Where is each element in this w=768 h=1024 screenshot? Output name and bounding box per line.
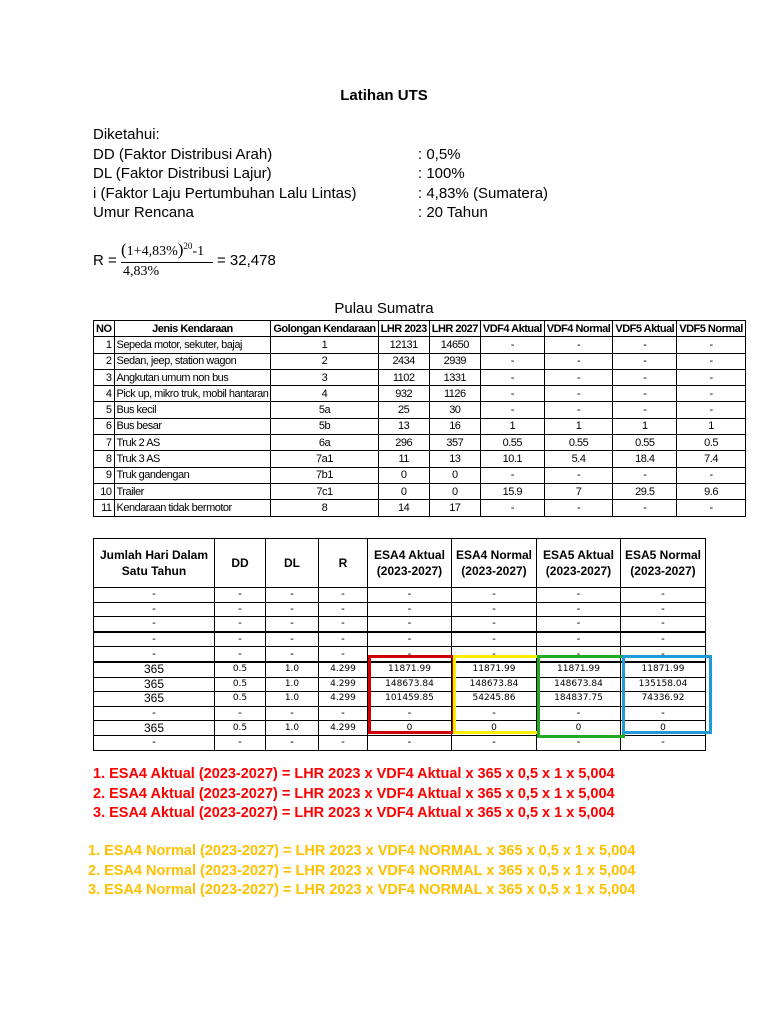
- table-cell: 4.299: [319, 692, 368, 707]
- table-cell: 9.6: [677, 483, 746, 499]
- table-cell: -: [613, 386, 677, 402]
- table-cell: -: [368, 602, 452, 617]
- table-cell: 6: [94, 418, 115, 434]
- table-cell: 932: [378, 386, 429, 402]
- table-cell: 11871.99: [452, 662, 537, 677]
- table-cell: -: [215, 602, 266, 617]
- known-label: DD (Faktor Distribusi Arah): [93, 145, 273, 163]
- table-row: [94, 369, 746, 385]
- table-cell: 4: [271, 386, 378, 402]
- table-row: [94, 721, 706, 736]
- table-row: [94, 662, 706, 677]
- table-cell: 5a: [271, 402, 378, 418]
- known-label: Umur Rencana: [93, 204, 194, 221]
- table-cell: 8: [94, 451, 115, 467]
- table-cell: 135158.04: [621, 677, 706, 692]
- known-label: i (Faktor Laju Pertumbuhan Lalu Lintas): [93, 184, 357, 202]
- table-cell: 16: [429, 418, 480, 434]
- table-cell: -: [94, 632, 215, 647]
- header-cell: ESA5 Normal (2023-2027): [621, 539, 706, 588]
- table-cell: 0.5: [215, 692, 266, 707]
- header-cell: ESA4 Normal (2023-2027): [452, 539, 537, 588]
- table-cell: 7c1: [271, 483, 378, 499]
- table-cell: 1.0: [266, 662, 319, 677]
- table-cell: 11: [94, 500, 115, 516]
- table-cell: 0.55: [544, 435, 613, 451]
- table-cell: 10: [94, 483, 115, 499]
- table-cell: Pick up, mikro truk, mobil hantaran: [114, 386, 271, 402]
- table-cell: -: [544, 500, 613, 516]
- table-cell: 1331: [429, 369, 480, 385]
- table-cell: -: [537, 632, 621, 647]
- table-cell: -: [537, 735, 621, 750]
- formula-tail: -1: [192, 244, 205, 259]
- header-cell: ESA5 Aktual (2023-2027): [537, 539, 621, 588]
- table-cell: 7.4: [677, 451, 746, 467]
- table-row: [94, 706, 706, 721]
- table-cell: 7: [544, 483, 613, 499]
- table-cell: 0: [368, 721, 452, 736]
- header-cell: LHR 2027: [429, 321, 480, 337]
- table-cell: -: [452, 735, 537, 750]
- table-cell: -: [266, 632, 319, 647]
- table-cell: -: [480, 369, 544, 385]
- table-cell: 15.9: [480, 483, 544, 499]
- table-cell: -: [215, 647, 266, 662]
- table-cell: 0: [621, 721, 706, 736]
- known-value: : 0,5%: [418, 145, 461, 163]
- table-cell: 0.55: [613, 435, 677, 451]
- table-cell: -: [452, 706, 537, 721]
- table-cell: 1102: [378, 369, 429, 385]
- table-cell: Truk gandengan: [114, 467, 271, 483]
- table-cell: 14: [378, 500, 429, 516]
- table-cell: 1.0: [266, 677, 319, 692]
- table-cell: -: [621, 647, 706, 662]
- header-cell: Jumlah Hari Dalam Satu Tahun: [94, 539, 215, 588]
- table-cell: -: [613, 369, 677, 385]
- table-cell: -: [677, 402, 746, 418]
- formula-numerator: $(1+4,83\%)^{20}-1$: [121, 240, 205, 259]
- table-cell: -: [544, 386, 613, 402]
- esa-table: [93, 538, 706, 751]
- known-heading: Diketahui:: [93, 126, 160, 143]
- table-cell: 7b1: [271, 467, 378, 483]
- table-cell: 296: [378, 435, 429, 451]
- table-row: [94, 677, 706, 692]
- formula-base: 1+4,83%: [126, 244, 178, 259]
- formula-result: = 32,478: [217, 252, 276, 269]
- formula-denominator: 4,83%: [123, 264, 160, 279]
- table-cell: 1.0: [266, 692, 319, 707]
- table-subtitle: Pulau Sumatra: [334, 300, 434, 317]
- known-row-dd: [93, 145, 461, 165]
- table-cell: -: [319, 647, 368, 662]
- table-cell: -: [537, 588, 621, 603]
- table-cell: -: [613, 402, 677, 418]
- table-cell: -: [677, 500, 746, 516]
- table-row: [94, 632, 706, 647]
- notes-esa4-normal: [88, 842, 635, 901]
- table-cell: Bus kecil: [114, 402, 271, 418]
- table-cell: 74336.92: [621, 692, 706, 707]
- fraction-bar: [121, 262, 213, 263]
- table-cell: 11871.99: [537, 662, 621, 677]
- table-cell: 357: [429, 435, 480, 451]
- table-cell: 4.299: [319, 677, 368, 692]
- table-cell: 0.5: [677, 435, 746, 451]
- table-cell: -: [368, 735, 452, 750]
- table-cell: -: [621, 588, 706, 603]
- known-row-i: [93, 184, 549, 204]
- table-cell: 148673.84: [537, 677, 621, 692]
- table-cell: 25: [378, 402, 429, 418]
- table-cell: -: [319, 735, 368, 750]
- table-cell: 1: [677, 418, 746, 434]
- table-cell: -: [319, 602, 368, 617]
- table-cell: 5b: [271, 418, 378, 434]
- table-cell: -: [544, 402, 613, 418]
- notes-esa4-aktual: [93, 765, 615, 824]
- table-row: [94, 588, 706, 603]
- table-cell: 3: [271, 369, 378, 385]
- table-row: [94, 435, 746, 451]
- table-cell: -: [613, 337, 677, 353]
- header-cell: DL: [266, 539, 319, 588]
- table-cell: -: [621, 632, 706, 647]
- table-cell: 30: [429, 402, 480, 418]
- known-label: DL (Faktor Distribusi Lajur): [93, 165, 272, 182]
- table-cell: -: [544, 369, 613, 385]
- note-line: 1. ESA4 Normal (2023-2027) = LHR 2023 x VDF4 NORMAL x 365 x 0,5 x 1 x 5,004: [88, 843, 636, 859]
- table-cell: 4: [94, 386, 115, 402]
- table-cell: 1: [271, 337, 378, 353]
- table-cell: -: [94, 617, 215, 632]
- table-cell: -: [452, 617, 537, 632]
- table-cell: 7: [94, 435, 115, 451]
- table-cell: 0: [378, 483, 429, 499]
- header-cell: DD: [215, 539, 266, 588]
- page-title: Latihan UTS: [340, 87, 428, 104]
- table-cell: 101459.85: [368, 692, 452, 707]
- table-cell: 29.5: [613, 483, 677, 499]
- table-cell: 1: [544, 418, 613, 434]
- table-row: [94, 451, 746, 467]
- table-cell: -: [613, 467, 677, 483]
- table-cell: Bus besar: [114, 418, 271, 434]
- table-cell: 4.299: [319, 721, 368, 736]
- header-cell: R: [319, 539, 368, 588]
- table-cell: -: [544, 337, 613, 353]
- table-cell: -: [452, 647, 537, 662]
- table-cell: Trailer: [114, 483, 271, 499]
- note-line: 3. ESA4 Aktual (2023-2027) = LHR 2023 x VDF4 Aktual x 365 x 0,5 x 1 x 5,004: [93, 805, 615, 821]
- table-cell: -: [677, 353, 746, 369]
- table-cell: 11871.99: [368, 662, 452, 677]
- table-cell: -: [452, 602, 537, 617]
- note-line: 2. ESA4 Aktual (2023-2027) = LHR 2023 x VDF4 Aktual x 365 x 0,5 x 1 x 5,004: [93, 785, 615, 802]
- header-cell: NO: [94, 321, 115, 337]
- table-cell: -: [452, 588, 537, 603]
- table-row: [94, 467, 746, 483]
- table-cell: 148673.84: [452, 677, 537, 692]
- table-cell: -: [266, 647, 319, 662]
- table-cell: -: [677, 337, 746, 353]
- table-cell: 2: [94, 353, 115, 369]
- table-cell: -: [537, 647, 621, 662]
- table-cell: 0: [429, 467, 480, 483]
- table-cell: -: [215, 632, 266, 647]
- table-cell: -: [215, 588, 266, 603]
- table-cell: 1: [94, 337, 115, 353]
- table-cell: 9: [94, 467, 115, 483]
- table-row: [94, 617, 706, 632]
- table-cell: -: [621, 617, 706, 632]
- table-cell: -: [544, 353, 613, 369]
- table-cell: -: [266, 617, 319, 632]
- table-cell: Truk 2 AS: [114, 435, 271, 451]
- table-cell: 365: [94, 692, 215, 707]
- table-cell: 11: [378, 451, 429, 467]
- table-row: [94, 402, 746, 418]
- table-cell: -: [480, 386, 544, 402]
- table-cell: -: [677, 467, 746, 483]
- formula-exponent: 20: [183, 241, 193, 251]
- known-value: : 4,83% (Sumatera): [418, 184, 549, 202]
- table-row: [94, 418, 746, 434]
- table-cell: -: [94, 588, 215, 603]
- table-row: [94, 483, 746, 499]
- table-cell: -: [613, 500, 677, 516]
- table-cell: -: [368, 647, 452, 662]
- table-cell: 6a: [271, 435, 378, 451]
- table-row: [94, 602, 706, 617]
- table-cell: 13: [378, 418, 429, 434]
- table-cell: 10.1: [480, 451, 544, 467]
- table-cell: -: [480, 467, 544, 483]
- known-row-umur: [93, 203, 488, 223]
- table-cell: -: [266, 706, 319, 721]
- table-cell: Kendaraan tidak bermotor: [114, 500, 271, 516]
- table-cell: -: [621, 706, 706, 721]
- table-cell: 2: [271, 353, 378, 369]
- table-cell: 14650: [429, 337, 480, 353]
- table-cell: 0: [429, 483, 480, 499]
- table-cell: 184837.75: [537, 692, 621, 707]
- table-cell: 0: [452, 721, 537, 736]
- table-cell: -: [215, 735, 266, 750]
- header-cell: ESA4 Aktual (2023-2027): [368, 539, 452, 588]
- table-cell: -: [266, 588, 319, 603]
- table-cell: -: [613, 353, 677, 369]
- table-cell: -: [537, 602, 621, 617]
- table-row: [94, 500, 746, 516]
- table-cell: 2434: [378, 353, 429, 369]
- table-cell: Sedan, jeep, station wagon: [114, 353, 271, 369]
- table-cell: -: [480, 500, 544, 516]
- table-cell: 148673.84: [368, 677, 452, 692]
- table-cell: 54245.86: [452, 692, 537, 707]
- table-cell: -: [480, 337, 544, 353]
- table-cell: -: [215, 617, 266, 632]
- table-cell: 7a1: [271, 451, 378, 467]
- table-cell: 0.5: [215, 677, 266, 692]
- header-cell: VDF4 Aktual: [480, 321, 544, 337]
- table-cell: -: [621, 602, 706, 617]
- table-row: [94, 353, 746, 369]
- table-cell: 18.4: [613, 451, 677, 467]
- table-row: [94, 386, 746, 402]
- table-cell: 0.5: [215, 721, 266, 736]
- table-cell: 365: [94, 677, 215, 692]
- known-value: : 100%: [418, 165, 465, 182]
- table-cell: -: [480, 353, 544, 369]
- table-cell: 0.55: [480, 435, 544, 451]
- note-line: 1. ESA4 Aktual (2023-2027) = LHR 2023 x VDF4 Aktual x 365 x 0,5 x 1 x 5,004: [93, 766, 615, 782]
- table-cell: Truk 3 AS: [114, 451, 271, 467]
- table-cell: -: [319, 632, 368, 647]
- table-cell: Sepeda motor, sekuter, bajaj: [114, 337, 271, 353]
- vehicle-table: [93, 320, 746, 517]
- table-cell: 365: [94, 721, 215, 736]
- table-cell: Angkutan umum non bus: [114, 369, 271, 385]
- table-cell: -: [319, 706, 368, 721]
- table-row: [94, 647, 706, 662]
- table-cell: -: [215, 706, 266, 721]
- table-cell: -: [480, 402, 544, 418]
- header-cell: VDF5 Normal: [677, 321, 746, 337]
- header-cell: Jenis Kendaraan: [114, 321, 271, 337]
- table-row: [94, 735, 706, 750]
- table-cell: -: [94, 647, 215, 662]
- table-cell: -: [266, 602, 319, 617]
- table-cell: 0: [537, 721, 621, 736]
- header-cell: VDF5 Aktual: [613, 321, 677, 337]
- table-cell: -: [621, 735, 706, 750]
- table-cell: 13: [429, 451, 480, 467]
- table-row: [94, 337, 746, 353]
- header-cell: LHR 2023: [378, 321, 429, 337]
- table-cell: -: [94, 706, 215, 721]
- table-cell: 17: [429, 500, 480, 516]
- esa-table-header: [94, 539, 706, 588]
- table-cell: -: [544, 467, 613, 483]
- known-values: [93, 125, 549, 223]
- header-cell: VDF4 Normal: [544, 321, 613, 337]
- r-formula: [93, 238, 293, 282]
- table-cell: -: [677, 386, 746, 402]
- table-cell: -: [368, 617, 452, 632]
- table-cell: -: [94, 602, 215, 617]
- table-cell: 0.5: [215, 662, 266, 677]
- known-row-dl: [93, 164, 465, 184]
- table-cell: 1126: [429, 386, 480, 402]
- table-cell: 12131: [378, 337, 429, 353]
- table-cell: 365: [94, 662, 215, 677]
- table-cell: -: [94, 735, 215, 750]
- table-cell: -: [368, 706, 452, 721]
- table-cell: -: [319, 617, 368, 632]
- table-cell: -: [452, 632, 537, 647]
- table-row: [94, 692, 706, 707]
- table-cell: -: [368, 632, 452, 647]
- table-cell: 4.299: [319, 662, 368, 677]
- table-cell: 8: [271, 500, 378, 516]
- table-cell: 2939: [429, 353, 480, 369]
- table-cell: -: [537, 617, 621, 632]
- table-cell: -: [266, 735, 319, 750]
- table-cell: 3: [94, 369, 115, 385]
- note-line: 2. ESA4 Normal (2023-2027) = LHR 2023 x VDF4 NORMAL x 365 x 0,5 x 1 x 5,004: [88, 862, 636, 879]
- table-cell: -: [537, 706, 621, 721]
- formula-lhs: R =: [93, 252, 117, 269]
- table-cell: 1.0: [266, 721, 319, 736]
- vehicle-table-header: [94, 321, 746, 337]
- table-cell: 0: [378, 467, 429, 483]
- table-cell: 5.4: [544, 451, 613, 467]
- table-cell: -: [368, 588, 452, 603]
- header-cell: Golongan Kendaraan: [271, 321, 378, 337]
- table-cell: 5: [94, 402, 115, 418]
- table-cell: 11871.99: [621, 662, 706, 677]
- known-value: : 20 Tahun: [418, 204, 488, 221]
- table-cell: 1: [613, 418, 677, 434]
- table-cell: -: [319, 588, 368, 603]
- note-line: 3. ESA4 Normal (2023-2027) = LHR 2023 x VDF4 NORMAL x 365 x 0,5 x 1 x 5,004: [88, 882, 636, 898]
- table-cell: 1: [480, 418, 544, 434]
- table-cell: -: [677, 369, 746, 385]
